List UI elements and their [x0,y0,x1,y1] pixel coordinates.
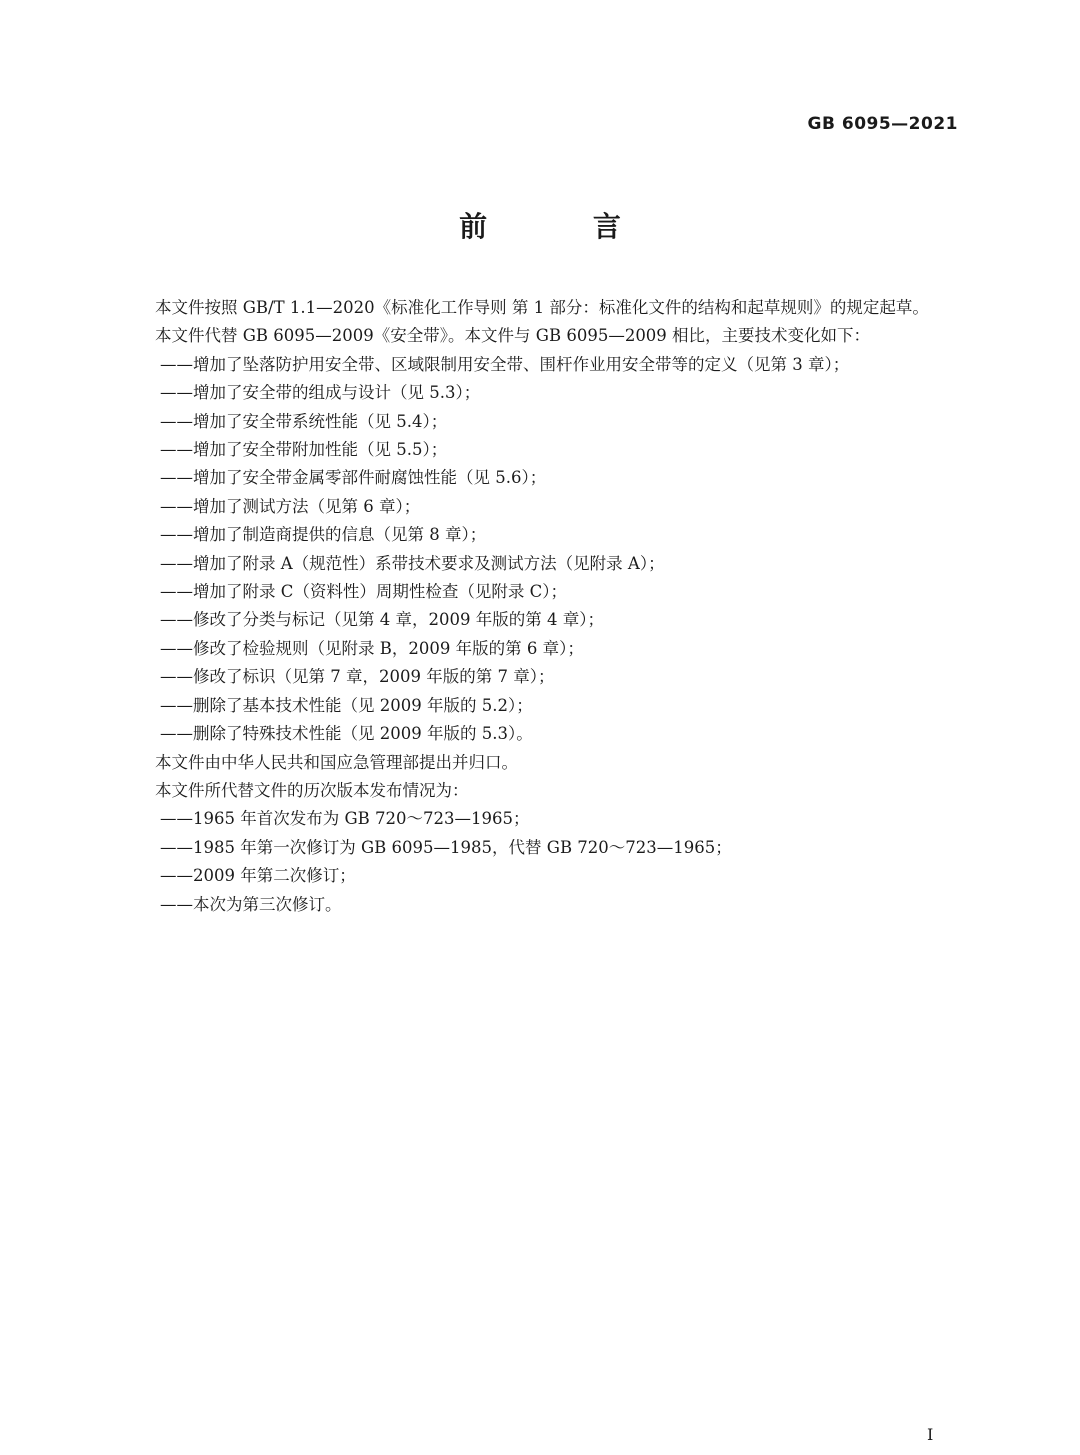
list-item: ——修改了分类与标记（见第 4 章，2009 年版的第 4 章）； [160,610,604,630]
list-item: ——增加了安全带系统性能（见 5.4）； [160,411,448,431]
paragraph-replacement: 本文件代替 GB 6095—2009《安全带》。本文件与 GB 6095—2009 相比，主要技术变化如下： [155,326,871,346]
document-body [122,294,962,919]
list-item: ——增加了附录 C（资料性）周期性检查（见附录 C）； [160,582,567,602]
standard-number: GB 6095—2021 [807,114,958,134]
page-number: I [927,1425,934,1444]
list-item: ——增加了安全带金属零部件耐腐蚀性能（见 5.6）； [160,468,547,488]
changes-list [122,351,962,749]
list-item: ——增加了安全带的组成与设计（见 5.3）； [160,383,481,403]
list-item: ——1985 年第一次修订为 GB 6095—1985，代替 GB 720～723—1965； [160,837,732,857]
paragraph-proposer: 本文件由中华人民共和国应急管理部提出并归口。 [155,752,518,772]
list-item: ——2009 年第二次修订； [160,866,356,886]
list-item: ——增加了测试方法（见第 6 章）； [160,496,421,516]
list-item: ——增加了制造商提供的信息（见第 8 章）； [160,525,487,545]
list-item: ——本次为第三次修订。 [160,894,342,914]
list-item: ——删除了特殊技术性能（见 2009 年版的 5.3）。 [160,724,533,744]
list-item: ——修改了标识（见第 7 章，2009 年版的第 7 章）； [160,667,555,687]
page-title: 前 言 [459,210,669,243]
history-list [122,805,962,919]
list-item: ——修改了检验规则（见附录 B，2009 年版的第 6 章）； [160,638,584,658]
list-item: ——增加了附录 A（规范性）系带技术要求及测试方法（见附录 A）； [160,553,665,573]
paragraph-history-intro: 本文件所代替文件的历次版本发布情况为： [155,780,469,800]
list-item: ——删除了基本技术性能（见 2009 年版的 5.2）； [160,695,533,715]
list-item: ——增加了坠落防护用安全带、区域限制用安全带、围杆作业用安全带等的定义（见第 3 章）； [160,354,850,374]
list-item: ——1965 年首次发布为 GB 720～723—1965； [160,809,530,829]
paragraph-drafting-basis: 本文件按照 GB/T 1.1—2020《标准化工作导则 第 1 部分：标准化文件的结构和起草规则》的规定起草。 [155,298,929,317]
list-item: ——增加了安全带附加性能（见 5.5）； [160,440,448,460]
